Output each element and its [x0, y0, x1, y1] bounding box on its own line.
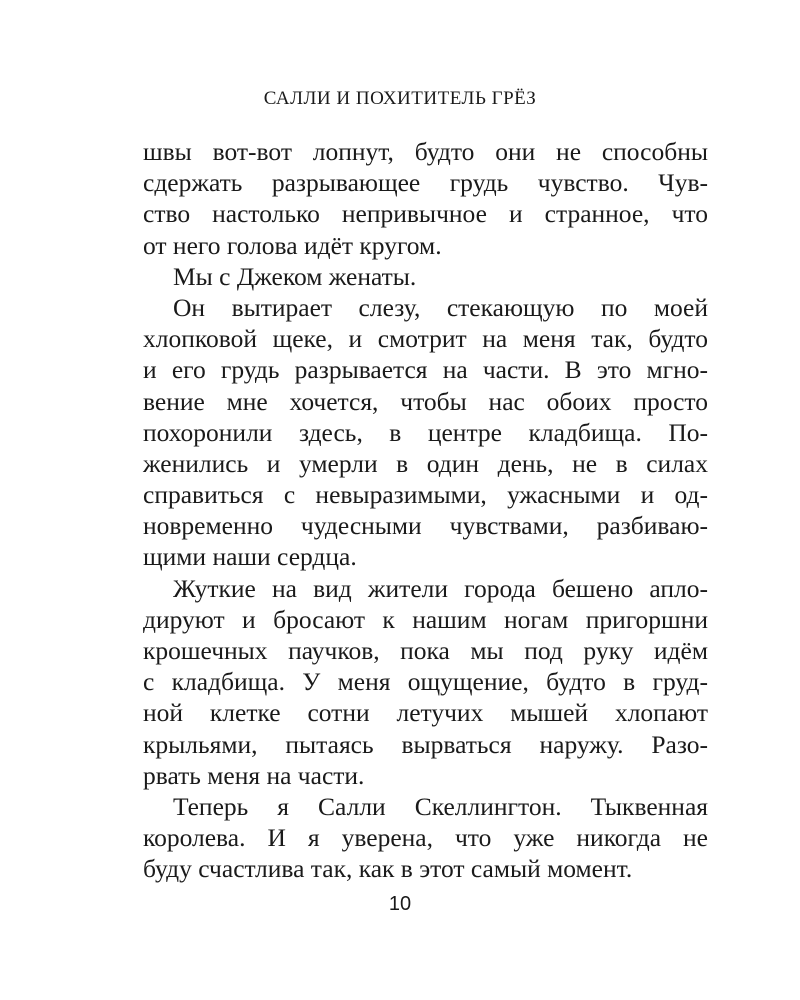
body-text	[143, 136, 708, 885]
text-line: справиться с невыразимыми, ужасными и од-	[143, 480, 708, 510]
text-line: ной клетке сотни летучих мышей хлопают	[143, 698, 708, 728]
page-number: 10	[388, 893, 412, 915]
text-line: швы вот-вот лопнут, будто они не способны	[143, 137, 708, 166]
text-line: Жуткие на вид жители города бешено апло-	[173, 573, 708, 603]
text-line: хлопковой щеке, и смотрит на меня так, будто	[143, 324, 708, 354]
text-line: щими наши сердца.	[143, 542, 357, 572]
text-line: женились и умерли в один день, не в силах	[143, 448, 708, 478]
text-line: и его грудь разрывается на части. В это мгно-	[143, 355, 708, 385]
running-head-title: САЛЛИ И ПОХИТИТЕЛЬ ГРЁЗ	[263, 88, 537, 109]
text-line: ство настолько непривычное и странное, что	[143, 199, 708, 229]
text-line: с кладбища. У меня ощущение, будто в груд-	[143, 667, 708, 697]
text-line: Мы с Джеком женаты.	[173, 261, 417, 291]
text-line: дируют и бросают к нашим ногам пригоршни	[143, 604, 708, 634]
text-line: королева. И я уверена, что уже никогда не	[143, 823, 708, 853]
text-line: Теперь я Салли Скеллингтон. Тыквенная	[173, 791, 708, 821]
text-line: похоронили здесь, в центре кладбища. По-	[143, 417, 708, 447]
text-line: от него голова идёт кругом.	[143, 230, 442, 260]
text-line: рвать меня на части.	[143, 760, 365, 790]
text-line: буду счастлива так, как в этот самый момент.	[143, 854, 633, 884]
text-line: вение мне хочется, чтобы нас обоих просто	[143, 386, 708, 416]
text-line: крошечных паучков, пока мы под руку идём	[143, 636, 708, 665]
text-line: Он вытирает слезу, стекающую по моей	[173, 292, 708, 322]
text-line: крыльями, пытаясь вырваться наружу. Разо-	[143, 729, 708, 759]
text-line: новременно чудесными чувствами, разбиваю-	[143, 511, 708, 541]
text-line: сдержать разрывающее грудь чувство. Чув-	[143, 168, 708, 198]
